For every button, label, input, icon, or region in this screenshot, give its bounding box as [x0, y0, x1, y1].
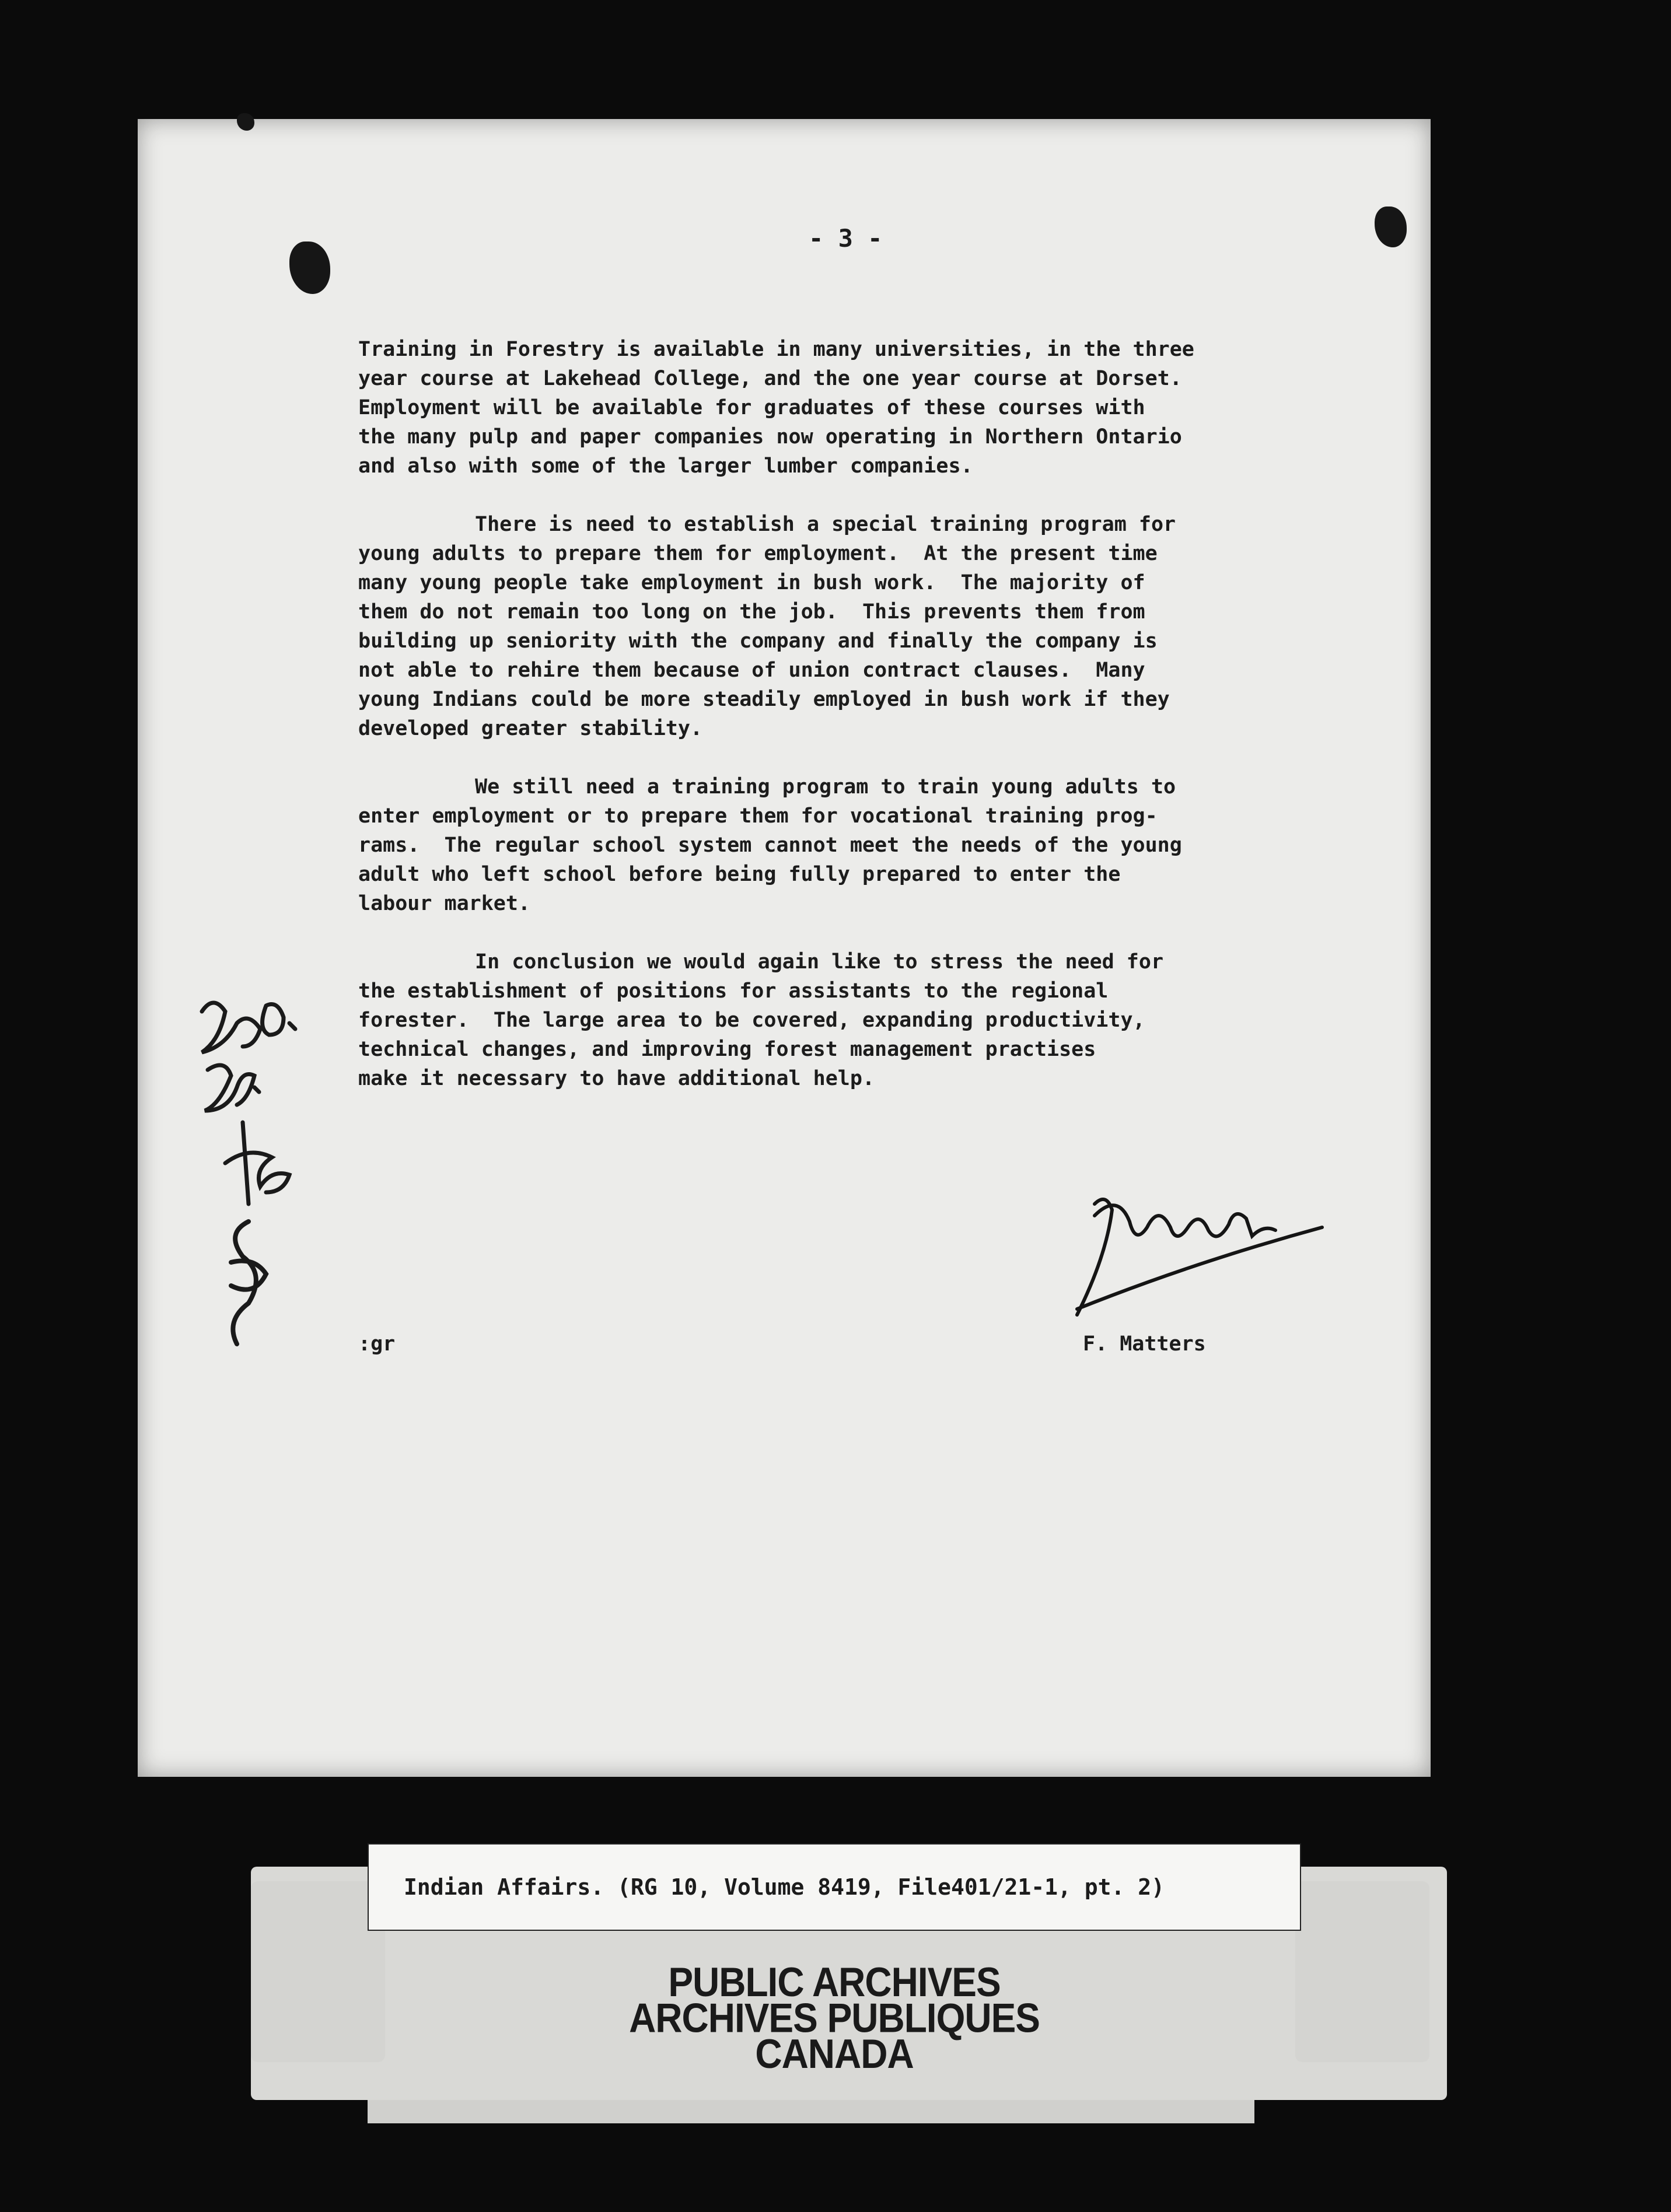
ink-blot: [289, 242, 330, 294]
letter-body: [358, 335, 1408, 1122]
paragraph-1: [358, 335, 1408, 481]
text-line: and also with some of the larger lumber companies.: [358, 454, 973, 478]
stamp-line: PUBLIC ARCHIVES: [668, 1959, 1001, 2006]
text-line: technical changes, and improving forest management practises: [358, 1038, 1096, 1061]
text-line: Employment will be available for graduates of these courses with: [358, 396, 1145, 419]
text-line: Training in Forestry is available in many universities, in the three: [358, 338, 1194, 361]
text-line: We still need a training program to train young adults to: [475, 775, 1176, 799]
text-line: building up seniority with the company and finally the company is: [358, 629, 1158, 653]
signer-name: F. Matters: [1083, 1332, 1206, 1356]
text-line: young adults to prepare them for employment. At the present time: [358, 542, 1158, 565]
stamp-line: CANADA: [755, 2031, 914, 2077]
text-line: forester. The large area to be covered, expanding productivity,: [358, 1009, 1145, 1032]
text-line: developed greater stability.: [358, 717, 703, 740]
text-line: many young people take employment in bush work. The majority of: [358, 571, 1145, 594]
text-line: There is need to establish a special training program for: [475, 513, 1176, 536]
paragraph-4: [358, 947, 1408, 1093]
text-line: enter employment or to prepare them for vocational training prog-: [358, 804, 1158, 828]
text-line: them do not remain too long on the job. This prevents them from: [358, 600, 1145, 624]
text-line: In conclusion we would again like to stress the need for: [475, 950, 1164, 974]
text-line: labour market.: [358, 892, 531, 915]
ink-blot: [237, 113, 254, 131]
archive-card-bottom-strip: [368, 2100, 1254, 2123]
typist-initials: :gr: [358, 1332, 396, 1356]
paragraph-2: [358, 510, 1408, 743]
text-line: rams. The regular school system cannot meet the needs of the young: [358, 834, 1182, 857]
text-line: the establishment of positions for assistants to the regional: [358, 979, 1109, 1003]
archive-card-tab-right: [1295, 1881, 1429, 2062]
text-line: the many pulp and paper companies now operating in Northern Ontario: [358, 425, 1182, 449]
text-line: adult who left school before being fully prepared to enter the: [358, 863, 1121, 886]
text-line: young Indians could be more steadily employed in bush work if they: [358, 688, 1170, 711]
handwritten-margin-notes: [167, 988, 342, 1432]
archive-card-tab-left: [251, 1881, 385, 2062]
document-page: [138, 119, 1431, 1777]
signature: [1060, 1169, 1421, 1321]
ink-blot: [1375, 206, 1407, 247]
archive-reference-label: Indian Affairs. (RG 10, Volume 8419, File401/21-1, pt. 2): [368, 1843, 1301, 1931]
paragraph-3: [358, 772, 1408, 918]
text-line: year course at Lakehead College, and the one year course at Dorset.: [358, 367, 1182, 390]
text-line: not able to rehire them because of union contract clauses. Many: [358, 659, 1145, 682]
stamp-line: ARCHIVES PUBLIQUES: [629, 1994, 1040, 2041]
text-line: make it necessary to have additional help.: [358, 1067, 875, 1090]
page-number: - 3 -: [809, 224, 883, 253]
